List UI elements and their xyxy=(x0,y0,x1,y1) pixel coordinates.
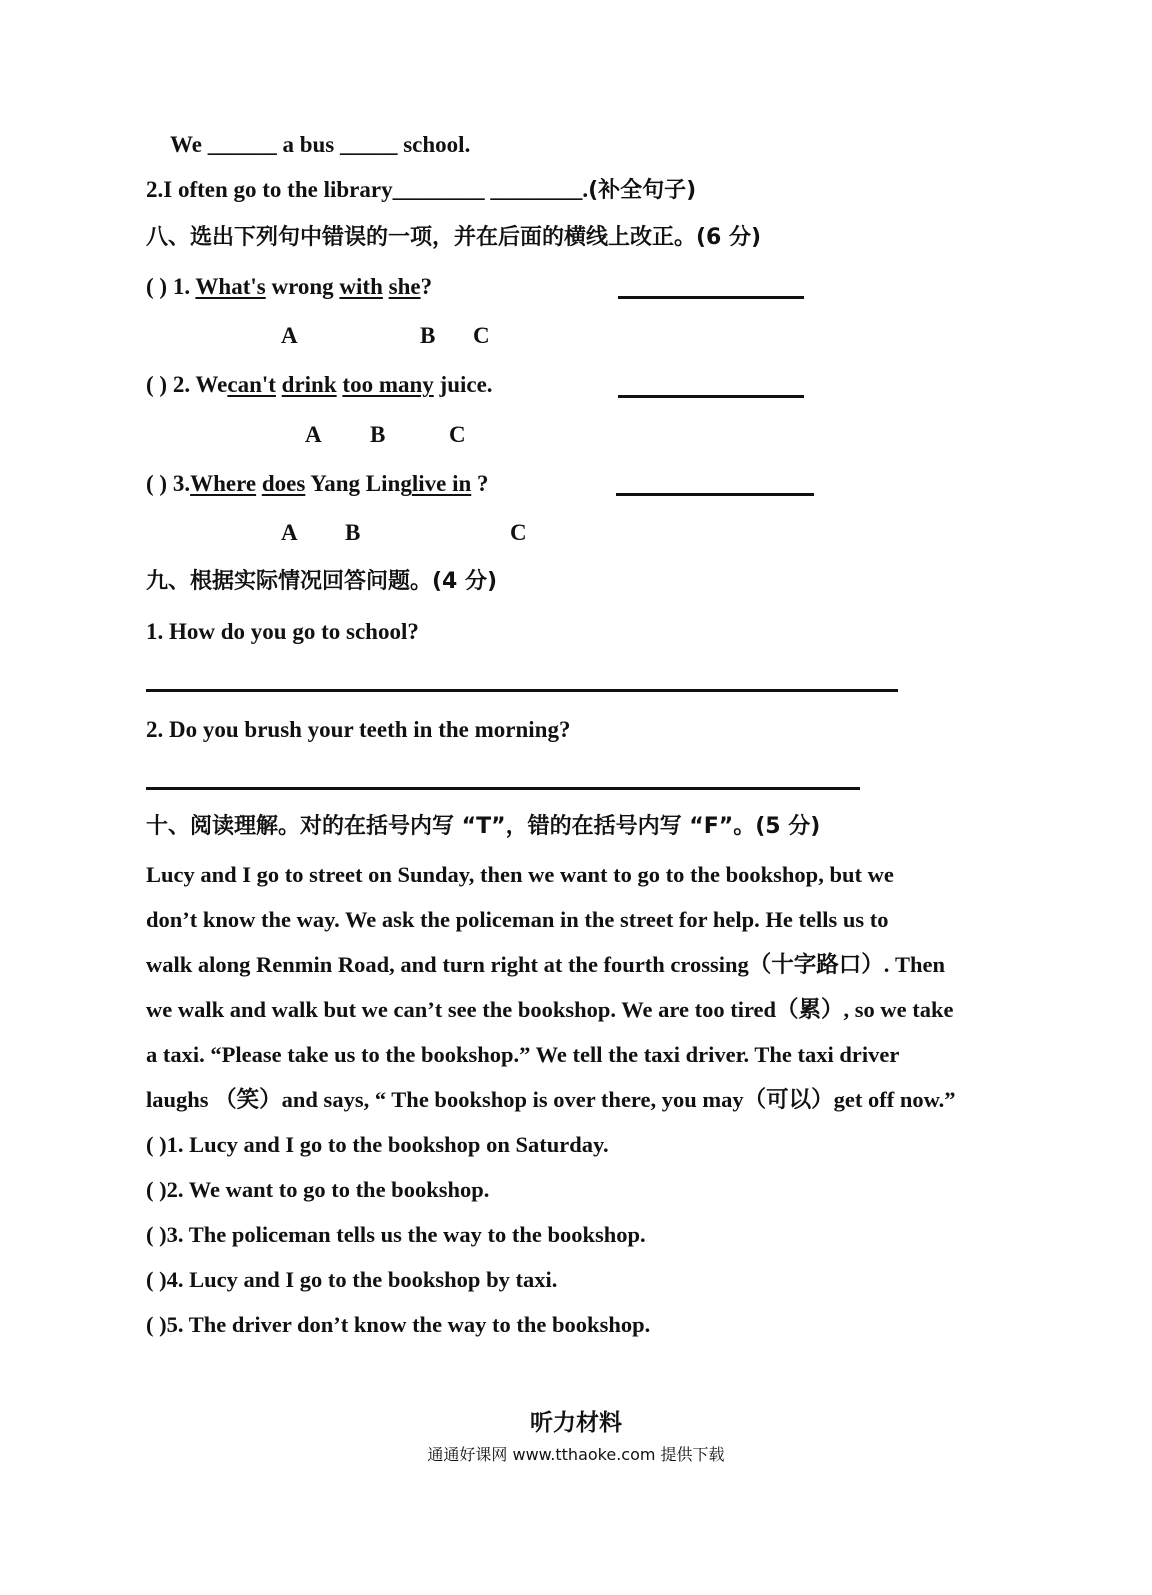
reading-passage xyxy=(146,852,1026,1122)
option-c-text: live in xyxy=(411,471,472,496)
tf-questions xyxy=(146,1122,1026,1347)
answer-paren[interactable]: ( ) xyxy=(146,372,168,397)
tf-question[interactable]: ( )1. Lucy and I go to the bookshop on Saturday. xyxy=(146,1132,609,1157)
option-c-text: too many xyxy=(342,372,434,397)
plain-text: ? xyxy=(420,274,433,299)
listening-material-title: 听力材料 xyxy=(530,1410,622,1436)
complete-sentence-text: 2.I often go to the library________ ________. xyxy=(146,177,589,202)
tf-question[interactable]: ( )4. Lucy and I go to the bookshop by taxi. xyxy=(146,1267,558,1292)
section8-heading: 八、选出下列句中错误的一项，并在后面的横线上改正。(6 分) xyxy=(146,225,762,250)
answer-line-2[interactable] xyxy=(146,787,860,790)
answer-paren[interactable]: ( ) xyxy=(146,471,168,496)
answer-line-1[interactable] xyxy=(146,689,898,692)
passage-line: we walk and walk but we can’t see the bookshop. We are too tired（累）, so we take xyxy=(146,997,954,1022)
option-label-b: B xyxy=(345,520,361,545)
correction-line-3[interactable] xyxy=(616,493,814,496)
item-number: 3. xyxy=(172,471,191,496)
option-a-text: Where xyxy=(190,471,257,496)
section10-heading: 十、阅读理解。对的在括号内写 “T”，错的在括号内写 “F”。(5 分) xyxy=(146,814,821,839)
option-b-text: with xyxy=(339,274,383,299)
fill-sentence-line: We ______ a bus _____ school. xyxy=(170,132,471,157)
question-2: 2. Do you brush your teeth in the morning? xyxy=(146,717,571,742)
option-label-c: C xyxy=(510,520,527,545)
plain-text: Yang Ling xyxy=(305,471,412,496)
option-c-text: she xyxy=(388,274,421,299)
error-item-2 xyxy=(146,370,493,400)
option-label-c: C xyxy=(449,422,466,447)
section9-heading: 九、根据实际情况回答问题。(4 分) xyxy=(146,569,498,594)
tf-question[interactable]: ( )5. The driver don’t know the way to the bookshop. xyxy=(146,1312,651,1337)
correction-line-1[interactable] xyxy=(618,296,804,299)
plain-text: wrong xyxy=(265,274,340,299)
source-note: 通通好课网 www.tthaoke.com 提供下载 xyxy=(427,1445,725,1464)
plain-text: juice. xyxy=(433,372,493,397)
complete-sentence-line xyxy=(146,175,696,206)
passage-line: walk along Renmin Road, and turn right at the fourth crossing（十字路口）. Then xyxy=(146,952,946,977)
item-number: 2. We xyxy=(172,372,228,397)
option-label-b: B xyxy=(370,422,386,447)
error-item-3 xyxy=(146,469,489,499)
option-a-text: can't xyxy=(227,372,276,397)
item-number: 1. xyxy=(172,274,191,299)
option-b-text: drink xyxy=(281,372,337,397)
passage-line: a taxi. “Please take us to the bookshop.” We tell the taxi driver. The taxi driver xyxy=(146,1042,900,1067)
correction-line-2[interactable] xyxy=(618,395,804,398)
option-label-c: C xyxy=(473,323,490,348)
option-label-a: A xyxy=(281,520,298,545)
option-a-text: What's xyxy=(195,274,266,299)
passage-line: Lucy and I go to street on Sunday, then we want to go to the bookshop, but we xyxy=(146,862,894,887)
error-item-1 xyxy=(146,272,432,302)
plain-text: ? xyxy=(471,471,489,496)
answer-paren[interactable]: ( ) xyxy=(146,274,168,299)
option-b-text: does xyxy=(261,471,306,496)
tf-question[interactable]: ( )2. We want to go to the bookshop. xyxy=(146,1177,490,1202)
option-label-a: A xyxy=(281,323,298,348)
complete-sentence-note: (补全句子) xyxy=(588,178,697,203)
option-label-a: A xyxy=(305,422,322,447)
passage-line: don’t know the way. We ask the policeman in the street for help. He tells us to xyxy=(146,907,889,932)
question-1: 1. How do you go to school? xyxy=(146,619,419,644)
option-label-b: B xyxy=(420,323,436,348)
passage-line: laughs （笑）and says, “ The bookshop is over there, you may（可以）get off now.” xyxy=(146,1087,956,1112)
tf-question[interactable]: ( )3. The policeman tells us the way to the bookshop. xyxy=(146,1222,646,1247)
